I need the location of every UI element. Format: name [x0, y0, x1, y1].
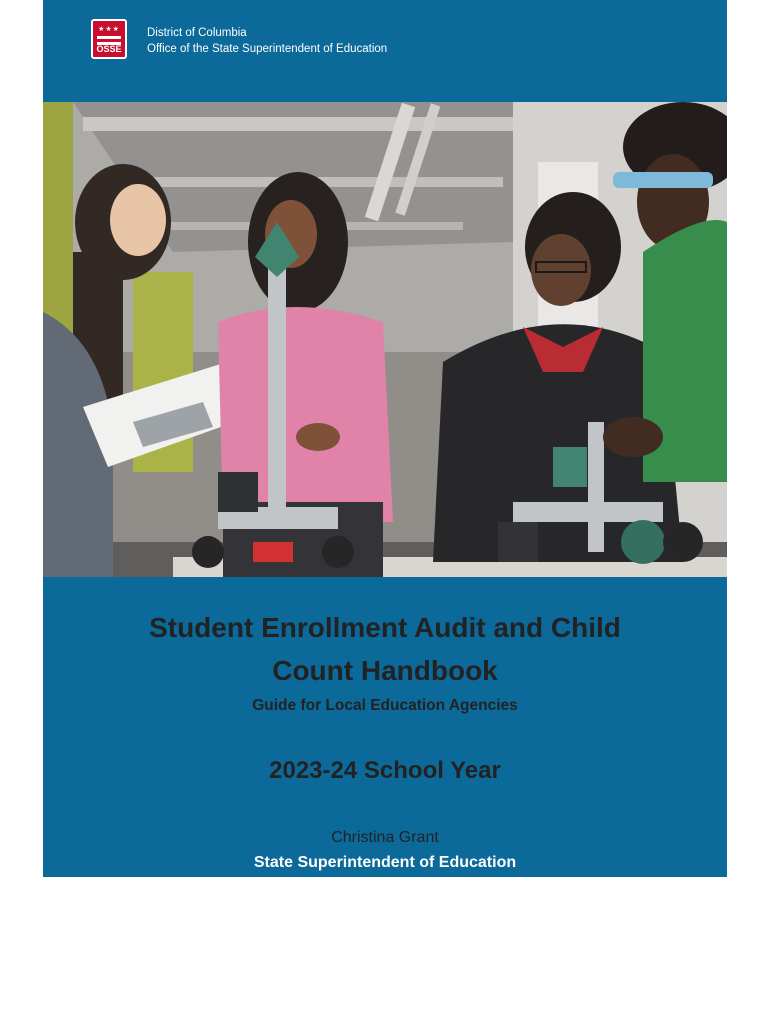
- subtitle: Guide for Local Education Agencies: [252, 697, 518, 714]
- school-year: 2023-24 School Year: [269, 757, 501, 784]
- title-line-2: Count Handbook: [272, 655, 498, 686]
- agency-line-2: Office of the State Superintendent of Education: [147, 43, 388, 55]
- author-title: State Superintendent of Education: [253, 854, 517, 871]
- cover-panel: [43, 0, 727, 877]
- header-banner: [43, 0, 727, 102]
- logo-stars-icon: ★★★: [98, 26, 120, 33]
- osse-logo: [91, 19, 127, 59]
- author-name: Christina Grant: [331, 829, 439, 846]
- agency-line-1: District of Columbia: [147, 27, 247, 39]
- agency-name: [147, 25, 387, 57]
- cover-photo: [43, 102, 727, 577]
- logo-text: OSSE: [96, 44, 122, 54]
- title-line-1: Student Enrollment Audit and Child: [149, 612, 621, 643]
